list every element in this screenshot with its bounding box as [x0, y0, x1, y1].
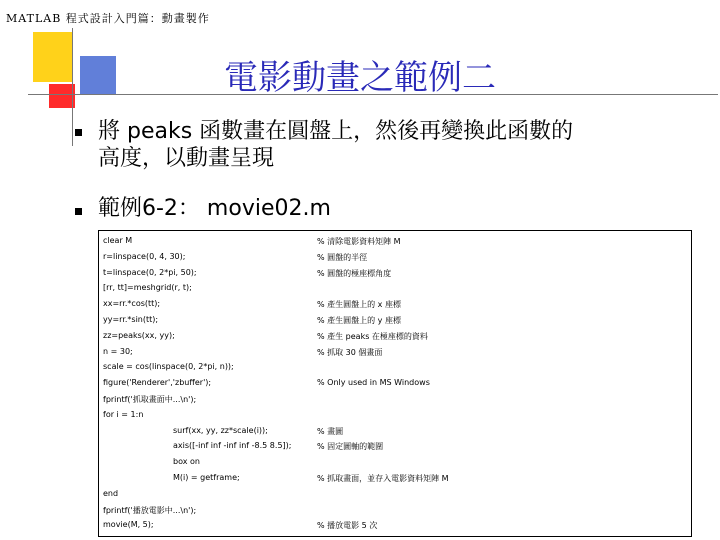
code-comment: % 產生圓盤上的 y 座標	[317, 316, 401, 325]
code-text: zz=peaks(xx, yy);	[103, 330, 175, 340]
code-comment: % Only used in MS Windows	[317, 378, 430, 388]
code-comment: % 抓取畫面，並存入電影資料矩陣 M	[317, 474, 449, 483]
code-comment: % 產生 peaks 在極座標的資料	[317, 331, 428, 341]
code-text: t=linspace(0, 2*pi, 50);	[103, 267, 197, 277]
code-text: scale = cos(linspace(0, 2*pi, n));	[103, 362, 234, 372]
code-text: xx=rr.*cos(tt);	[103, 299, 161, 309]
code-comment: % 抓取 30 個畫面	[317, 347, 383, 357]
code-text: box on	[173, 457, 200, 467]
code-text: end	[103, 488, 119, 498]
code-text: movie(M, 5);	[103, 520, 154, 530]
code-text: surf(xx, yy, zz*scale(i));	[173, 425, 268, 435]
code-text: for i = 1:n	[103, 409, 144, 419]
code-text: yy=rr.*sin(tt);	[103, 315, 159, 324]
code-text: r=linspace(0, 4, 30);	[103, 251, 186, 261]
code-comment: % 畫圖	[317, 426, 344, 436]
code-text: clear M	[103, 236, 133, 245]
code-row	[99, 515, 691, 535]
code-text: fprintf('抓取畫面中...\n');	[103, 395, 197, 404]
code-text: n = 30;	[103, 346, 133, 356]
code-comment: % 播放電影 5 次	[317, 521, 378, 531]
code-comment: % 圓盤的半徑	[317, 252, 368, 262]
code-comment: % 固定圖軸的範圍	[317, 442, 384, 452]
code-comment: % 清除電影資料矩陣 M	[317, 237, 401, 246]
slide-header: MATLAB 程式設計入門篇：動畫製作	[6, 12, 210, 25]
bullet-marker	[75, 129, 82, 136]
code-text: fprintf('播放電影中...\n');	[103, 505, 197, 515]
slide-title: 電影動畫之範例二	[224, 58, 496, 98]
bullet-text-line: 範例6-2： movie02.m	[98, 196, 331, 221]
bullet-text-line: 將 peaks 函數畫在圓盤上，然後再變換此函數的	[98, 119, 574, 144]
code-comment: % 產生圓盤上的 x 座標	[317, 300, 401, 310]
code-text: [rr, tt]=meshgrid(r, t);	[103, 283, 192, 293]
code-text: figure('Renderer','zbuffer');	[103, 378, 212, 388]
code-comment: % 圓盤的極座標角度	[317, 268, 392, 278]
bullet-text-line: 高度，以動畫呈現	[98, 146, 275, 171]
bullet-marker	[75, 208, 82, 215]
code-text: axis([-inf inf -inf inf -8.5 8.5]);	[173, 441, 292, 451]
code-text: M(i) = getframe;	[173, 473, 240, 482]
code-listing-box	[98, 230, 692, 537]
